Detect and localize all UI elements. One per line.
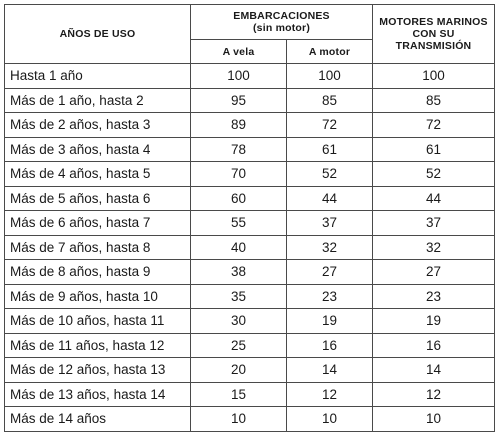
years-range-cell: Más de 2 años, hasta 3 bbox=[5, 113, 191, 138]
table-body bbox=[5, 64, 495, 432]
motor-value-cell: 10 bbox=[287, 407, 373, 432]
table-row bbox=[5, 64, 495, 89]
motor-value-cell: 32 bbox=[287, 235, 373, 260]
motor-value-cell: 37 bbox=[287, 211, 373, 236]
sail-header: A vela bbox=[191, 40, 287, 64]
sail-value-cell: 100 bbox=[191, 64, 287, 89]
years-range-cell: Más de 12 años, hasta 13 bbox=[5, 358, 191, 383]
sail-value-cell: 25 bbox=[191, 333, 287, 358]
years-range-cell: Hasta 1 año bbox=[5, 64, 191, 89]
motor-value-cell: 14 bbox=[287, 358, 373, 383]
engines-value-cell: 10 bbox=[373, 407, 495, 432]
vessels-sublabel: (sin motor) bbox=[252, 22, 311, 34]
vessels-label: EMBARCACIONES bbox=[233, 10, 330, 22]
sail-value-cell: 78 bbox=[191, 137, 287, 162]
engines-value-cell: 32 bbox=[373, 235, 495, 260]
sail-value-cell: 38 bbox=[191, 260, 287, 285]
years-range-cell: Más de 5 años, hasta 6 bbox=[5, 186, 191, 211]
motor-value-cell: 100 bbox=[287, 64, 373, 89]
engines-value-cell: 100 bbox=[373, 64, 495, 89]
table-row bbox=[5, 358, 495, 383]
years-range-cell: Más de 3 años, hasta 4 bbox=[5, 137, 191, 162]
engines-value-cell: 14 bbox=[373, 358, 495, 383]
motor-value-cell: 52 bbox=[287, 162, 373, 187]
engines-value-cell: 85 bbox=[373, 88, 495, 113]
sail-value-cell: 55 bbox=[191, 211, 287, 236]
sail-value-cell: 89 bbox=[191, 113, 287, 138]
sail-value-cell: 35 bbox=[191, 284, 287, 309]
years-range-cell: Más de 13 años, hasta 14 bbox=[5, 382, 191, 407]
table-row bbox=[5, 284, 495, 309]
table-row bbox=[5, 113, 495, 138]
sail-value-cell: 40 bbox=[191, 235, 287, 260]
years-range-cell: Más de 10 años, hasta 11 bbox=[5, 309, 191, 334]
years-range-cell: Más de 1 año, hasta 2 bbox=[5, 88, 191, 113]
motor-value-cell: 12 bbox=[287, 382, 373, 407]
sail-value-cell: 15 bbox=[191, 382, 287, 407]
table-row bbox=[5, 88, 495, 113]
motor-value-cell: 16 bbox=[287, 333, 373, 358]
motor-value-cell: 72 bbox=[287, 113, 373, 138]
marine-engines-header: MOTORES MARINOS CON SU TRANSMISIÓN bbox=[373, 5, 495, 64]
engines-value-cell: 61 bbox=[373, 137, 495, 162]
motor-value-cell: 27 bbox=[287, 260, 373, 285]
table-header bbox=[5, 5, 495, 64]
sail-value-cell: 70 bbox=[191, 162, 287, 187]
table-row bbox=[5, 333, 495, 358]
motor-value-cell: 19 bbox=[287, 309, 373, 334]
years-range-cell: Más de 9 años, hasta 10 bbox=[5, 284, 191, 309]
sail-value-cell: 20 bbox=[191, 358, 287, 383]
table-row bbox=[5, 309, 495, 334]
engines-value-cell: 12 bbox=[373, 382, 495, 407]
table-row bbox=[5, 407, 495, 432]
sail-value-cell: 30 bbox=[191, 309, 287, 334]
engines-value-cell: 16 bbox=[373, 333, 495, 358]
motor-value-cell: 23 bbox=[287, 284, 373, 309]
sail-value-cell: 60 bbox=[191, 186, 287, 211]
sail-value-cell: 95 bbox=[191, 88, 287, 113]
motor-header: A motor bbox=[287, 40, 373, 64]
table-row bbox=[5, 382, 495, 407]
engines-value-cell: 27 bbox=[373, 260, 495, 285]
sail-value-cell: 10 bbox=[191, 407, 287, 432]
engines-value-cell: 44 bbox=[373, 186, 495, 211]
table-row bbox=[5, 162, 495, 187]
depreciation-table bbox=[4, 4, 495, 432]
engines-value-cell: 52 bbox=[373, 162, 495, 187]
table-row bbox=[5, 211, 495, 236]
motor-value-cell: 61 bbox=[287, 137, 373, 162]
years-range-cell: Más de 4 años, hasta 5 bbox=[5, 162, 191, 187]
motor-value-cell: 85 bbox=[287, 88, 373, 113]
table-row bbox=[5, 186, 495, 211]
years-range-cell: Más de 8 años, hasta 9 bbox=[5, 260, 191, 285]
engines-value-cell: 19 bbox=[373, 309, 495, 334]
engines-value-cell: 37 bbox=[373, 211, 495, 236]
years-range-cell: Más de 6 años, hasta 7 bbox=[5, 211, 191, 236]
years-range-cell: Más de 7 años, hasta 8 bbox=[5, 235, 191, 260]
years-range-cell: Más de 11 años, hasta 12 bbox=[5, 333, 191, 358]
table-row bbox=[5, 235, 495, 260]
table-row bbox=[5, 260, 495, 285]
engines-value-cell: 72 bbox=[373, 113, 495, 138]
table-row bbox=[5, 137, 495, 162]
years-range-cell: Más de 14 años bbox=[5, 407, 191, 432]
years-of-use-header: AÑOS DE USO bbox=[5, 5, 191, 64]
vessels-header bbox=[191, 5, 373, 40]
engines-value-cell: 23 bbox=[373, 284, 495, 309]
motor-value-cell: 44 bbox=[287, 186, 373, 211]
